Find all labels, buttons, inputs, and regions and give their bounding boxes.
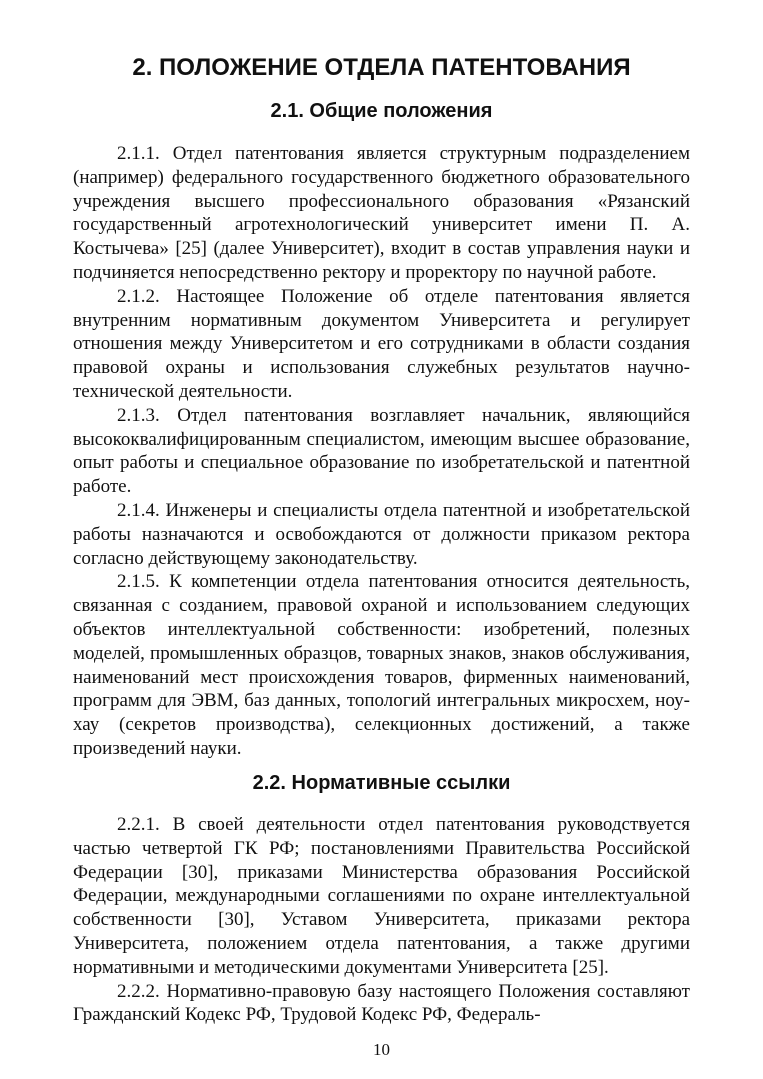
page-number: 10 xyxy=(373,1040,390,1059)
paragraph: 2.1.1. Отдел патентования является структурным подразделением (например) федерального государственного бюджетного образовательного учреждения высшего профессионального образования «Рязанский государственный агротехнологический университет имени П. А. Костычева» [25] (далее Университет), входит в состав управления науки и подчиняется непосредственно ректору и проректору по научной работе. xyxy=(73,143,690,283)
paragraph: 2.1.5. К компетенции отдела патентования относится деятельность, связанная с созданием, правовой охраной и использованием следующих объектов интеллектуальной собственности: изобретений, полезных моделей, промышленных образцов, товарных знаков, знаков обслуживания, наименований мест происхождения товаров, фирменных наименований, программ для ЭВМ, баз данных, топологий интегральных микросхем, ноу-хау (секретов производства), селекционных достижений, а также произведений науки. xyxy=(73,571,690,759)
section-heading-general-provisions: 2.1. Общие положения xyxy=(270,100,493,122)
section-heading-normative-references: 2.2. Нормативные ссылки xyxy=(252,772,511,794)
chapter-title: 2. ПОЛОЖЕНИЕ ОТДЕЛА ПАТЕНТОВАНИЯ xyxy=(132,54,631,81)
paragraph: 2.1.4. Инженеры и специалисты отдела патентной и изобретательской работы назначаются и освобождаются от должности приказом ректора согласно действующему законодательству. xyxy=(73,499,690,569)
section-body-normative-references xyxy=(73,813,690,1027)
paragraph: 2.2.2. Нормативно-правовую базу настоящего Положения составляют Гражданский Кодекс РФ, Трудовой Кодекс РФ, Федераль- xyxy=(73,980,690,1026)
paragraph: 2.2.1. В своей деятельности отдел патентования руководствуется частью четвертой ГК РФ; постановлениями Правительства Российской Федерации [30], приказами Министерства образования Российской Федерации, международными соглашениями по охране интеллектуальной собственности [30], Уставом Университета, приказами ректора Университета, положением отдела патентования, а также другими нормативными и методическими документами Университета [25]. xyxy=(73,814,690,978)
paragraph: 2.1.3. Отдел патентования возглавляет начальник, являющийся высококвалифицированным специалистом, имеющим высшее образование, опыт работы и специальное образование по изобретательской и патентной работе. xyxy=(73,404,690,498)
section-body-general-provisions xyxy=(73,142,690,761)
paragraph: 2.1.2. Настоящее Положение об отделе патентования является внутренним нормативным документом Университета и регулирует отношения между Университетом и его сотрудниками в области создания правовой охраны и использования служебных результатов научно-технической деятельности. xyxy=(73,285,690,402)
